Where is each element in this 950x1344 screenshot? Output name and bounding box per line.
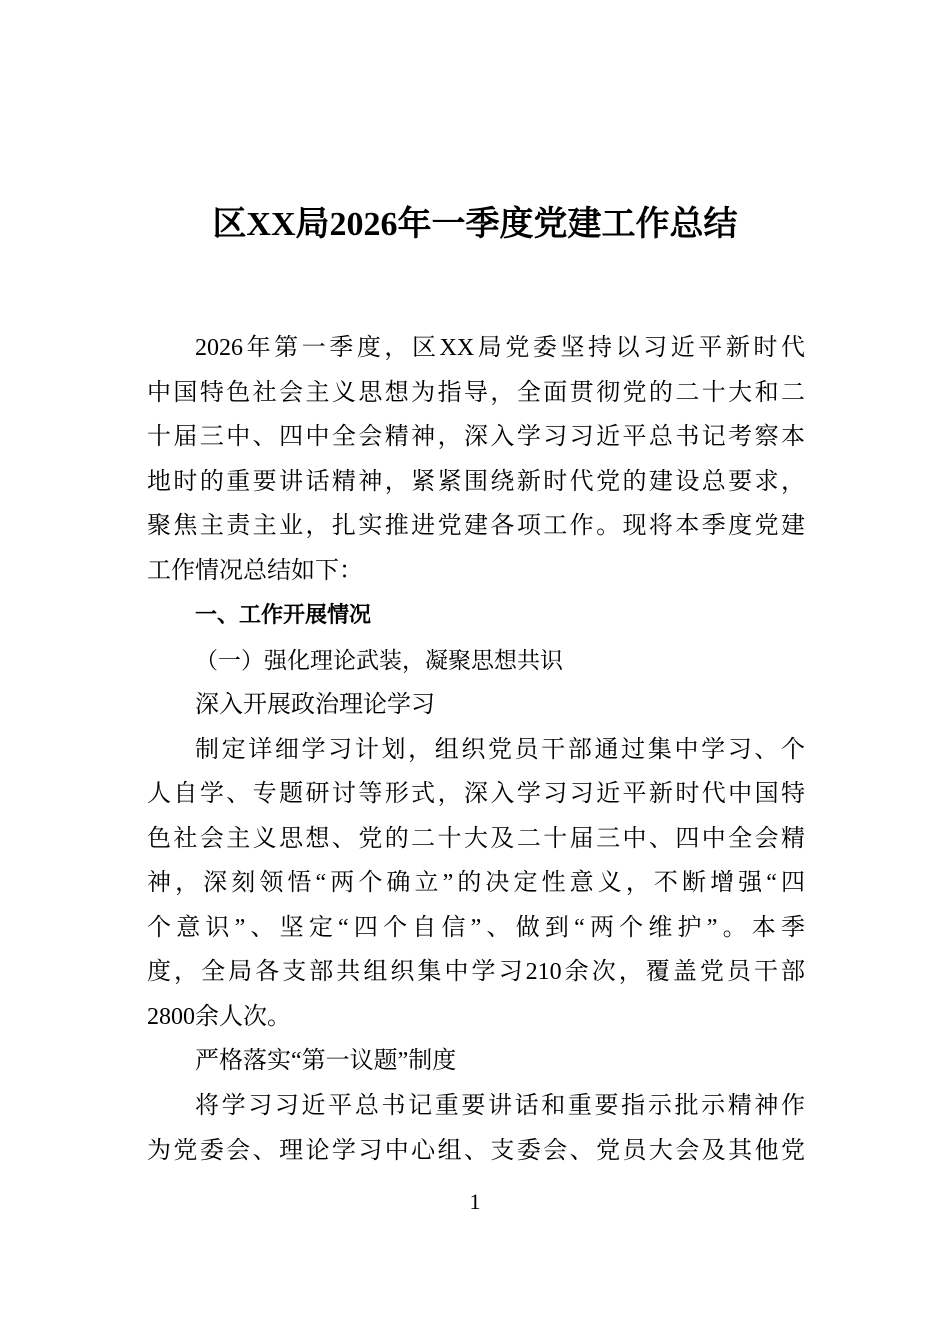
page-number: 1 bbox=[469, 1189, 481, 1214]
text-line: 中国特色社会主义思想为指导，全面贯彻党的二十大和二 bbox=[147, 380, 805, 406]
subsection-heading: （一）强化理论武装，凝聚思想共识 bbox=[195, 648, 563, 673]
text-line: 2800余人次。 bbox=[147, 1004, 291, 1030]
text-line: 工作情况总结如下： bbox=[147, 558, 363, 584]
text-line: 聚焦主责主业，扎实推进党建各项工作。现将本季度党建 bbox=[147, 513, 805, 539]
text-line: 地时的重要讲话精神，紧紧围绕新时代党的建设总要求， bbox=[147, 469, 805, 495]
text-line: 十届三中、四中全会精神，深入学习习近平总书记考察本 bbox=[147, 424, 805, 450]
text-line: 严格落实“第一议题”制度 bbox=[195, 1048, 457, 1074]
text-line: 深入开展政治理论学习 bbox=[195, 692, 435, 718]
text-line: 人自学、专题研讨等形式，深入学习习近平新时代中国特 bbox=[147, 781, 805, 807]
text-line: 为党委会、理论学习中心组、支委会、党员大会及其他党 bbox=[147, 1138, 805, 1164]
text-line: 神，深刻领悟“两个确立”的决定性意义，不断增强“四 bbox=[147, 870, 805, 896]
text-line: 度，全局各支部共组织集中学习210余次，覆盖党员干部 bbox=[147, 959, 805, 985]
text-line: 2026年第一季度，区XX局党委坚持以习近平新时代 bbox=[195, 335, 805, 361]
text-line: 将学习习近平总书记重要讲话和重要指示批示精神作 bbox=[195, 1093, 805, 1119]
text-line: 色社会主义思想、党的二十大及二十届三中、四中全会精 bbox=[147, 826, 805, 852]
document-title: 区XX局2026年一季度党建工作总结 bbox=[212, 206, 738, 243]
section-heading: 一、工作开展情况 bbox=[195, 603, 372, 628]
text-line: 个意识”、坚定“四个自信”、做到“两个维护”。本季 bbox=[147, 915, 805, 941]
text-line: 制定详细学习计划，组织党员干部通过集中学习、个 bbox=[195, 737, 805, 763]
